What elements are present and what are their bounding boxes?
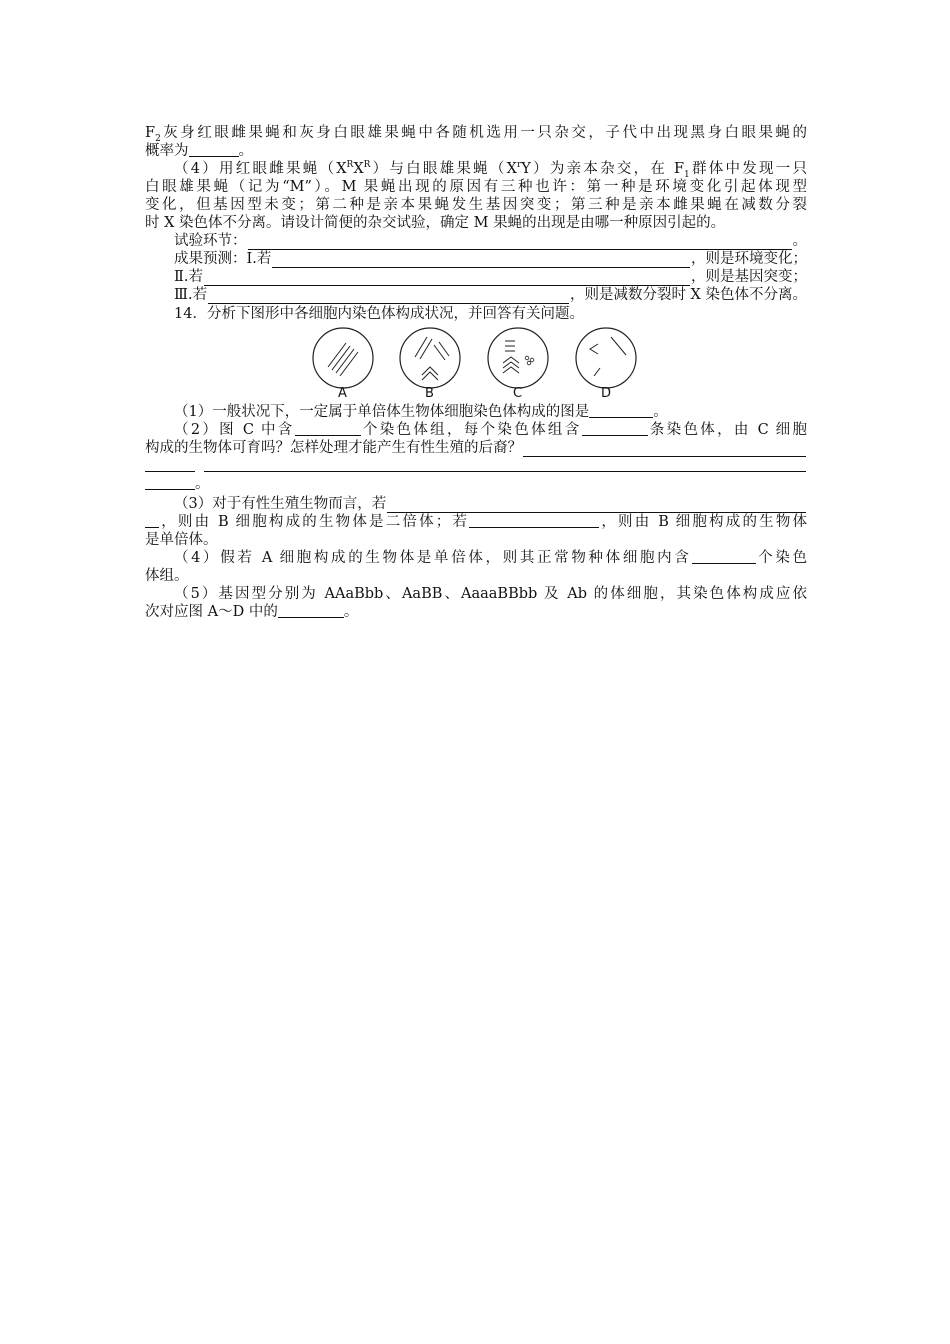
- superscript: R: [363, 160, 371, 171]
- text: 条染色体，由 C 细胞: [647, 422, 807, 438]
- text: 群体中发现一只: [689, 161, 807, 177]
- answer-blank[interactable]: [295, 421, 361, 436]
- answer-blank[interactable]: [145, 475, 195, 490]
- q14-sub-3-line-2: [145, 513, 807, 531]
- prediction-label: Ⅲ.若: [174, 287, 208, 303]
- q14-sub-2-line-1: [145, 421, 807, 439]
- text: （2）图 C 中含: [174, 422, 295, 438]
- q13-part4-line-1: [145, 160, 807, 178]
- answer-blank[interactable]: [204, 457, 806, 472]
- text: 个染色: [755, 550, 807, 566]
- answer-blank[interactable]: [523, 442, 806, 457]
- text: 个染色体组，每个染色体组含: [360, 422, 582, 438]
- text: 。: [238, 143, 253, 159]
- text: （4）假若 A 细胞构成的生物体是单倍体，则其正常物种体细胞内含: [174, 550, 692, 566]
- subscript: 1: [684, 169, 690, 178]
- q14-sub-2-line-4: [145, 475, 807, 493]
- cell-c-icon: [488, 328, 548, 388]
- cell-b-label: B: [425, 386, 434, 401]
- answer-blank[interactable]: [145, 513, 159, 528]
- cell-b-icon: [400, 328, 460, 388]
- q14-sub-2-line-3: [145, 457, 807, 472]
- q14-sub-4-line-1: [145, 549, 807, 567]
- answer-blank[interactable]: [469, 513, 599, 528]
- answer-blank[interactable]: [589, 403, 653, 418]
- text: ，则是环境变化；: [691, 251, 807, 267]
- cell-c-label: C: [513, 386, 523, 401]
- experiment-label: 试验环节：: [174, 233, 247, 249]
- text: ，则由 B 细胞构成的生物体是二倍体；若: [159, 514, 470, 530]
- text: F: [145, 125, 156, 141]
- text: ，则由 B 细胞构成的生物体: [599, 514, 807, 530]
- text: 构成的生物体可育吗？怎样处理才能产生有性生殖的后裔？: [145, 440, 522, 456]
- q14-sub-3-line-1: [145, 495, 807, 513]
- q14-sub-2-line-2: [145, 439, 807, 457]
- text: ，则是减数分裂时 X 染色体不分离。: [569, 287, 807, 303]
- cell-d-label: D: [601, 386, 612, 401]
- prediction-2-blank[interactable]: [204, 271, 690, 286]
- q13-prediction-1: [145, 250, 807, 268]
- text: 概率为: [145, 143, 189, 159]
- text: ）与白眼雄果蝇（X: [370, 161, 517, 177]
- text: ，则是基因突变；: [691, 269, 807, 285]
- superscript: R: [346, 160, 354, 171]
- text: 。: [653, 404, 668, 420]
- text: 灰身红眼雌果蝇和灰身白眼雄果蝇中各随机选用一只杂交，子代中出现黑身白眼果蝇的: [160, 125, 807, 141]
- answer-blank[interactable]: [145, 457, 195, 472]
- text: 次对应图 A～D 中的: [145, 604, 278, 620]
- text: 。: [343, 604, 359, 620]
- answer-blank[interactable]: [582, 421, 648, 436]
- cell-a-label: A: [338, 386, 347, 401]
- q14-sub-1: [145, 403, 807, 421]
- q13-experiment-line: [145, 232, 807, 250]
- q13-line-2: [145, 142, 807, 160]
- prediction-3-blank[interactable]: [208, 289, 569, 304]
- superscript: r: [516, 160, 522, 171]
- q14-sub-3-line-3: 是单倍体。: [145, 532, 218, 548]
- prediction-1-blank[interactable]: [272, 253, 690, 268]
- q13-part4-line-4: 时 X 染色体不分离。请设计简便的杂交试验，确定 M 果蝇的出现是由哪一种原因引起的。: [145, 215, 726, 231]
- q13-prediction-2: [145, 268, 807, 286]
- text: 。: [792, 233, 807, 249]
- answer-blank[interactable]: [387, 498, 806, 513]
- cell-a-icon: [313, 328, 373, 388]
- text: （1）一般状况下，一定属于单倍体生物体细胞染色体构成的图是: [174, 404, 590, 420]
- answer-blank[interactable]: [278, 603, 344, 618]
- q13-prediction-3: [145, 286, 807, 304]
- experiment-answer-blank[interactable]: [248, 235, 792, 250]
- text: Y）为亲本杂交，在 F: [521, 161, 685, 177]
- text: 。: [195, 476, 210, 492]
- q13-part4-line-2: 白眼雄果蝇（记为“M”）。M 果蝇出现的原因有三种也许：第一种是环境变化引起体现型: [145, 179, 807, 195]
- q13-part4-line-3: 变化，但基因型未变；第二种是亲本果蝇发生基因突变；第三种是亲本雌果蝇在减数分裂: [145, 197, 807, 213]
- q14-stem: 14．分析下图形中各细胞内染色体构成状况，并回答有关问题。: [174, 306, 584, 322]
- cell-d-icon: [576, 328, 636, 388]
- q14-sub-4-line-2: 体组。: [145, 568, 189, 584]
- answer-blank[interactable]: [692, 549, 756, 564]
- text: （4）用红眼雌果蝇（X: [174, 161, 347, 177]
- prediction-label: 成果预测：Ⅰ.若: [174, 251, 272, 267]
- subscript: 2: [155, 133, 161, 142]
- q13-line-1: [145, 124, 807, 142]
- prediction-label: Ⅱ.若: [174, 269, 203, 285]
- q14-sub-5-line-1: （5）基因型分别为 AAaBbb、AaBB、AaaaBBbb 及 Ab 的体细胞，其染色体构成应依: [174, 586, 807, 602]
- answer-blank[interactable]: [189, 142, 239, 157]
- text: （3）对于有性生殖生物而言，若: [174, 496, 387, 512]
- chromosome-cells-figure: [308, 327, 648, 401]
- q14-sub-5-line-2: [145, 603, 807, 621]
- text: X: [353, 161, 364, 177]
